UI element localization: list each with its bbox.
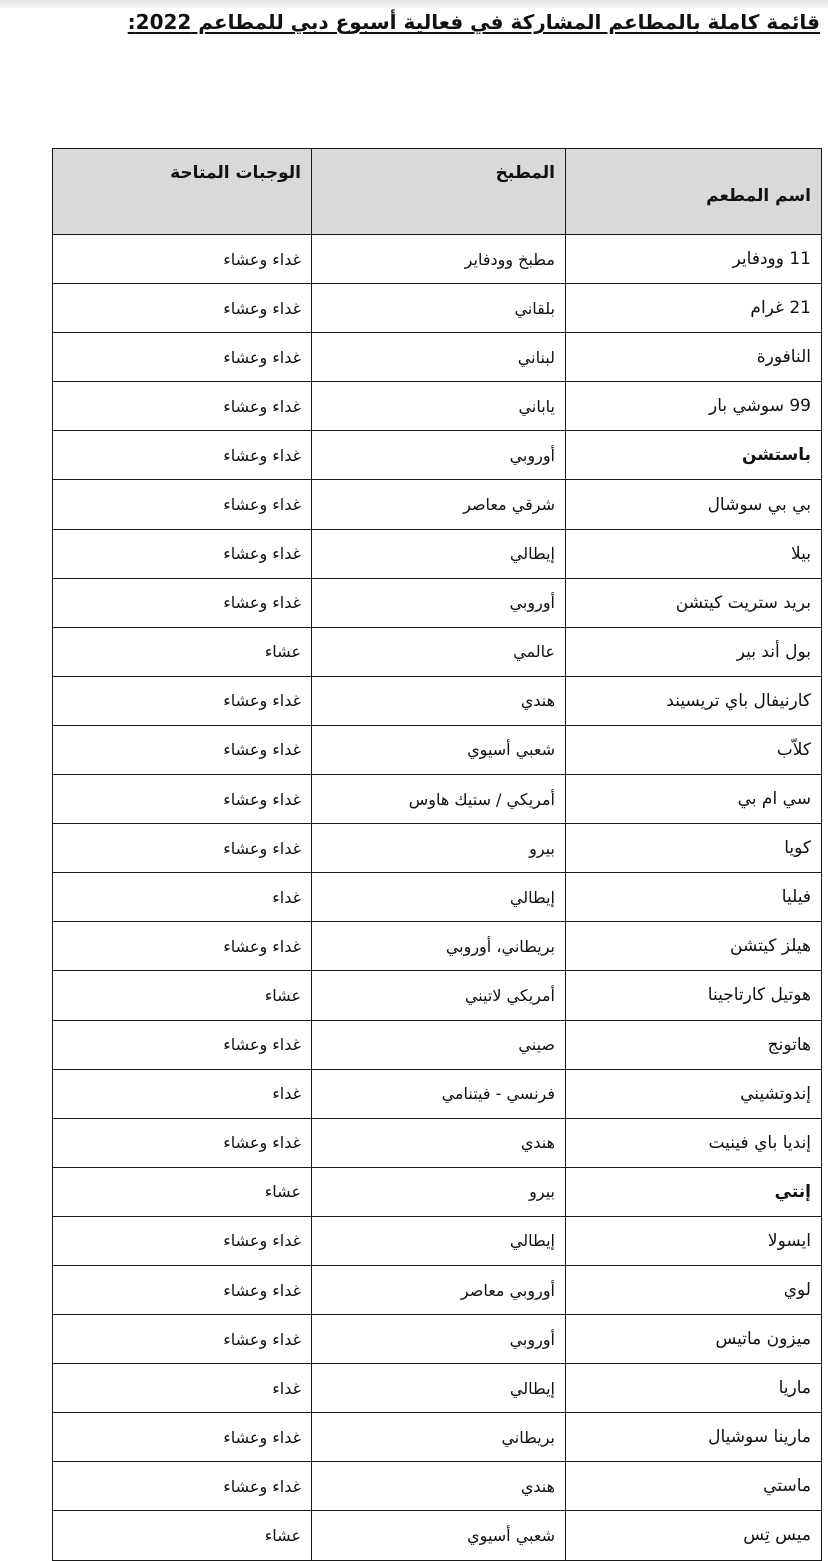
- header-restaurant-name: اسم المطعم: [566, 149, 822, 235]
- meals-cell: غداء وعشاء: [53, 1462, 312, 1511]
- restaurant-name-cell: بي بي سوشال: [566, 480, 822, 529]
- restaurant-name-cell: بيلا: [566, 529, 822, 578]
- table-row: [53, 627, 822, 676]
- table-row: [53, 725, 822, 774]
- restaurants-table: [52, 148, 822, 1561]
- restaurant-name-cell: كلاّب: [566, 725, 822, 774]
- header-available-meals: الوجبات المتاحة: [53, 149, 312, 235]
- meals-cell: عشاء: [53, 627, 312, 676]
- meals-cell: غداء وعشاء: [53, 529, 312, 578]
- restaurant-name-cell: هيلز كيتشن: [566, 922, 822, 971]
- restaurant-name-cell: النافورة: [566, 333, 822, 382]
- meals-cell: غداء وعشاء: [53, 922, 312, 971]
- meals-cell: غداء وعشاء: [53, 1265, 312, 1314]
- cuisine-cell: هندي: [312, 1118, 566, 1167]
- cuisine-cell: أوروبي: [312, 431, 566, 480]
- cuisine-cell: بيرو: [312, 1167, 566, 1216]
- cuisine-cell: إيطالي: [312, 529, 566, 578]
- cuisine-cell: أمريكي / ستيك هاوس: [312, 775, 566, 824]
- meals-cell: غداء وعشاء: [53, 235, 312, 284]
- table-row: [53, 1216, 822, 1265]
- meals-cell: غداء وعشاء: [53, 1118, 312, 1167]
- table-row: [53, 1020, 822, 1069]
- cuisine-cell: أوروبي: [312, 578, 566, 627]
- meals-cell: غداء وعشاء: [53, 480, 312, 529]
- meals-cell: غداء وعشاء: [53, 1413, 312, 1462]
- table-row: [53, 922, 822, 971]
- table-row: [53, 1315, 822, 1364]
- restaurant-name-cell: كارنيفال باي تريسيند: [566, 676, 822, 725]
- table-row: [53, 333, 822, 382]
- restaurant-name-cell: هاتونج: [566, 1020, 822, 1069]
- meals-cell: عشاء: [53, 971, 312, 1020]
- table-row: [53, 824, 822, 873]
- restaurant-name-cell: ايسولا: [566, 1216, 822, 1265]
- table-row: [53, 284, 822, 333]
- meals-cell: عشاء: [53, 1511, 312, 1560]
- table-row: [53, 1462, 822, 1511]
- table-row: [53, 775, 822, 824]
- table-row: [53, 529, 822, 578]
- cuisine-cell: بلقاني: [312, 284, 566, 333]
- restaurant-name-cell: لوي: [566, 1265, 822, 1314]
- restaurant-name-cell: 21 غرام: [566, 284, 822, 333]
- table-row: [53, 873, 822, 922]
- table-row: [53, 1167, 822, 1216]
- cuisine-cell: أمريكي لاتيني: [312, 971, 566, 1020]
- cuisine-cell: إيطالي: [312, 873, 566, 922]
- restaurant-name-cell: ميس تِس: [566, 1511, 822, 1560]
- restaurant-name-cell: إندوتشيني: [566, 1069, 822, 1118]
- table-row: [53, 1511, 822, 1560]
- restaurant-name-cell: 11 وودفاير: [566, 235, 822, 284]
- restaurant-name-cell: ماريا: [566, 1364, 822, 1413]
- table-row: [53, 382, 822, 431]
- meals-cell: غداء وعشاء: [53, 1020, 312, 1069]
- table-header-row: [53, 149, 822, 235]
- meals-cell: غداء وعشاء: [53, 676, 312, 725]
- table-row: [53, 1118, 822, 1167]
- restaurant-name-cell: بول أند بير: [566, 627, 822, 676]
- cuisine-cell: إيطالي: [312, 1216, 566, 1265]
- cuisine-cell: ياباني: [312, 382, 566, 431]
- meals-cell: غداء وعشاء: [53, 824, 312, 873]
- restaurant-name-cell: ماستي: [566, 1462, 822, 1511]
- restaurant-name-cell: مارينا سوشيال: [566, 1413, 822, 1462]
- meals-cell: غداء وعشاء: [53, 725, 312, 774]
- restaurant-name-cell: 99 سوشي بار: [566, 382, 822, 431]
- cuisine-cell: بيرو: [312, 824, 566, 873]
- restaurant-name-cell: كويا: [566, 824, 822, 873]
- cuisine-cell: بريطاني: [312, 1413, 566, 1462]
- cuisine-cell: صيني: [312, 1020, 566, 1069]
- meals-cell: غداء: [53, 1364, 312, 1413]
- top-edge-strip: [0, 0, 828, 8]
- meals-cell: غداء وعشاء: [53, 578, 312, 627]
- table-row: [53, 1413, 822, 1462]
- cuisine-cell: عالمي: [312, 627, 566, 676]
- table-row: [53, 480, 822, 529]
- header-cuisine: المطبخ: [312, 149, 566, 235]
- cuisine-cell: لبناني: [312, 333, 566, 382]
- cuisine-cell: شعبي أسيوي: [312, 1511, 566, 1560]
- meals-cell: عشاء: [53, 1167, 312, 1216]
- meals-cell: غداء وعشاء: [53, 775, 312, 824]
- cuisine-cell: أوروبي: [312, 1315, 566, 1364]
- table-row: [53, 676, 822, 725]
- meals-cell: غداء: [53, 873, 312, 922]
- document-title: قائمة كاملة بالمطاعم المشاركة في فعالية أسبوع دبي للمطاعم 2022:: [127, 10, 820, 34]
- meals-cell: غداء: [53, 1069, 312, 1118]
- cuisine-cell: شرقي معاصر: [312, 480, 566, 529]
- table-row: [53, 578, 822, 627]
- restaurant-name-cell: باستشن: [566, 431, 822, 480]
- restaurant-name-cell: سي ام بي: [566, 775, 822, 824]
- table-row: [53, 1364, 822, 1413]
- restaurant-name-cell: إنتي: [566, 1167, 822, 1216]
- meals-cell: غداء وعشاء: [53, 431, 312, 480]
- cuisine-cell: إيطالي: [312, 1364, 566, 1413]
- meals-cell: غداء وعشاء: [53, 1216, 312, 1265]
- table-row: [53, 971, 822, 1020]
- meals-cell: غداء وعشاء: [53, 382, 312, 431]
- restaurant-name-cell: إنديا باي فينيت: [566, 1118, 822, 1167]
- restaurant-name-cell: ميزون ماتيس: [566, 1315, 822, 1364]
- table-row: [53, 1265, 822, 1314]
- cuisine-cell: مطبخ وودفاير: [312, 235, 566, 284]
- meals-cell: غداء وعشاء: [53, 284, 312, 333]
- table-row: [53, 1069, 822, 1118]
- restaurant-name-cell: فيليا: [566, 873, 822, 922]
- table-body: [53, 235, 822, 1561]
- cuisine-cell: شعبي أسيوي: [312, 725, 566, 774]
- cuisine-cell: فرنسي - فيتنامي: [312, 1069, 566, 1118]
- cuisine-cell: هندي: [312, 676, 566, 725]
- restaurant-name-cell: بريد ستريت كيتشن: [566, 578, 822, 627]
- restaurant-name-cell: هوتيل كارتاجينا: [566, 971, 822, 1020]
- cuisine-cell: أوروبي معاصر: [312, 1265, 566, 1314]
- table-row: [53, 235, 822, 284]
- cuisine-cell: هندي: [312, 1462, 566, 1511]
- meals-cell: غداء وعشاء: [53, 1315, 312, 1364]
- table-row: [53, 431, 822, 480]
- cuisine-cell: بريطاني، أوروبي: [312, 922, 566, 971]
- meals-cell: غداء وعشاء: [53, 333, 312, 382]
